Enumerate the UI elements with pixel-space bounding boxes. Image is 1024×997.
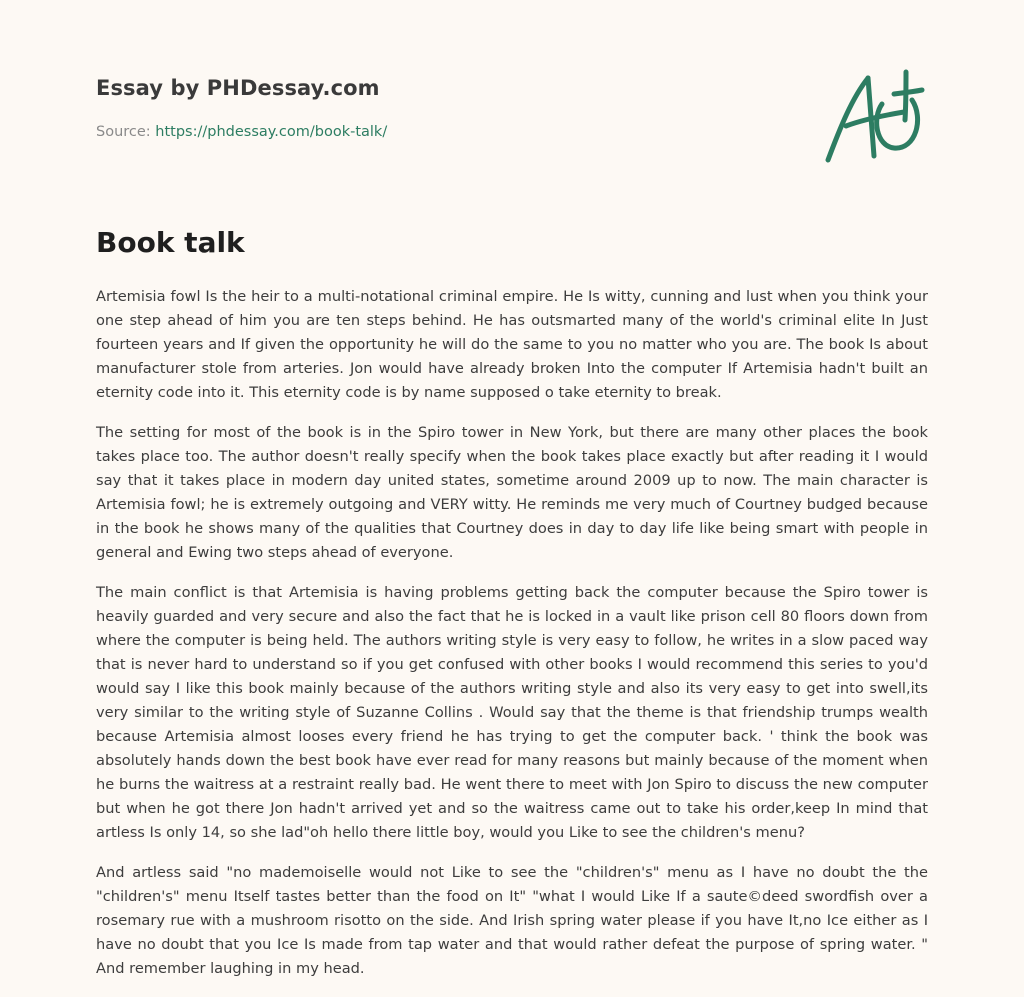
essay-paragraph: The setting for most of the book is in the Spiro tower in New York, but there are many other places the book takes place too. The author doesn't really specify when the book takes place exactly but after reading it I would say that it takes place in modern day united states, sometime around 2009 up to now. The main character is Artemisia fowl; he is extremely outgoing and VERY witty. He reminds me very much of Courtney budged because in the book he shows many of the qualities that Courtney does in day to day life like being smart with people in general and Ewing two steps ahead of everyone. [96,424,928,561]
essay-paragraph: The main conflict is that Artemisia is having problems getting back the computer because the Spiro tower is heavily guarded and very secure and also the fact that he is locked in a vault like prison cell 80 floors down from where the computer is being held. The authors writing style is very easy to follow, he writes in a slow paced way that is never hard to understand so if you get confused with other books I would recommend this series to you'd would say I like this book mainly because of the authors writing style and also its very easy to get into swell,its very similar to the writing style of Suzanne Collins . Would say that the theme is that friendship trumps wealth because Artemisia almost looses every friend he has trying to get the computer back. ' think the book was absolutely hands down the best book have ever read for many reasons but mainly because of the moment when he burns the waitress at a restraint really bad. He went there to meet with Jon Spiro to discuss the new computer but when he got there Jon hadn't arrived yet and so the waitress came out to take his order,keep In mind that artless Is only 14, so she lad"oh hello there little boy, would you Like to see the children's menu? [96,584,928,841]
source-line [96,124,387,140]
source-link[interactable]: https://phdessay.com/book-talk/ [155,124,388,140]
site-title: Essay by PHDessay.com [96,76,380,100]
essay-paragraph: Artemisia fowl Is the heir to a multi-notational criminal empire. He Is witty, cunning and lust when you think your one step ahead of him you are ten steps behind. He has outsmarted many of the world's criminal elite In Just fourteen years and If given the opportunity he will do the same to you no matter who you are. The book Is about manufacturer stole from arteries. Jon would have already broken Into the computer If Artemisia hadn't built an eternity code into it. This eternity code is by name supposed o take eternity to break. [96,288,928,401]
essay-title: Book talk [96,226,245,259]
essay-body [96,285,928,997]
source-label: Source: [96,124,151,140]
a-plus-logo-icon [820,66,930,166]
essay-paragraph: And artless said "no mademoiselle would not Like to see the "children's" menu as I have no doubt the the "children's" menu Itself tastes better than the food on It" "what I would Like If a saute©deed swordfish over a rosemary rue with a mushroom risotto on the side. And Irish spring water please if you have It,no Ice either as I have no doubt that you Ice Is made from tap water and that would rather defeat the purpose of spring water. " And remember laughing in my head. [96,864,928,977]
